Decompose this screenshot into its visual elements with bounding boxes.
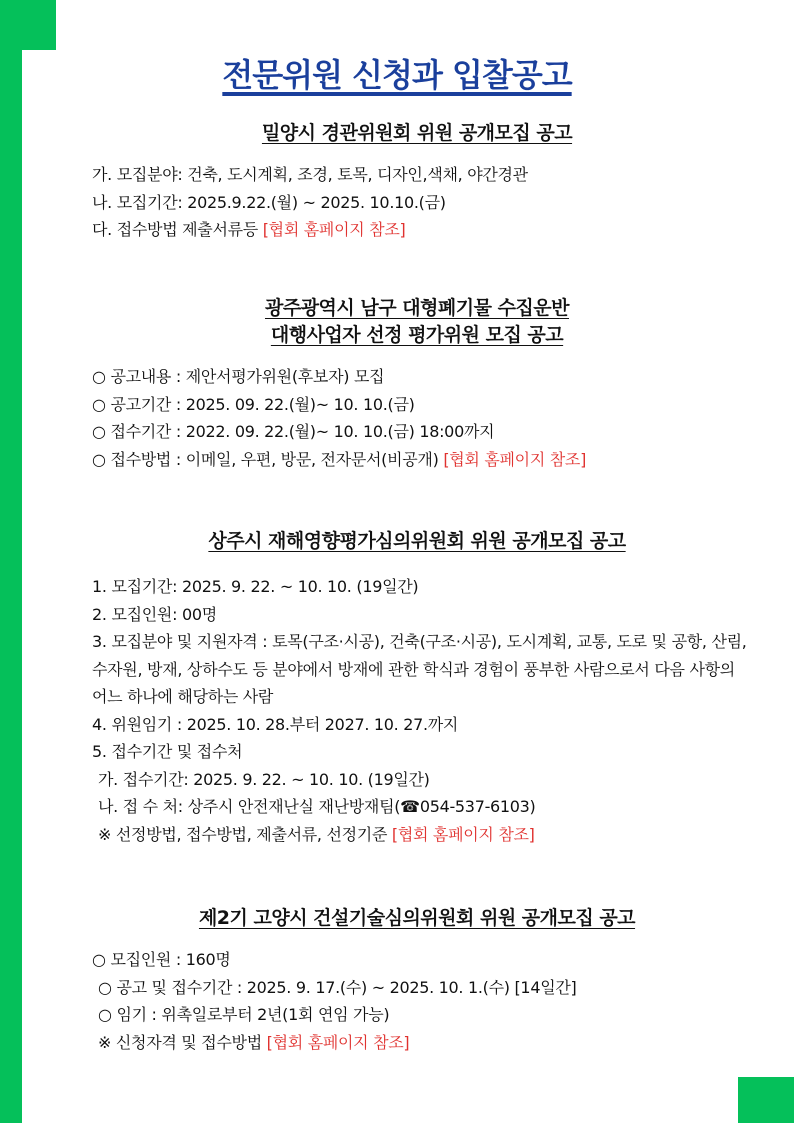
left-green-bar: [0, 0, 22, 1123]
body-line-text: 다. 접수방법 제출서류등: [92, 220, 263, 239]
section-goyang: [92, 905, 752, 1056]
section-sangju: [92, 528, 752, 848]
body-line: [92, 363, 752, 391]
body-line-text: ○ 공고내용 : 제안서평가위원(후보자) 모집: [92, 367, 385, 386]
section-body: [92, 161, 752, 244]
section-title-line: 광주광역시 남구 대형폐기물 수집운반: [264, 297, 569, 319]
homepage-reference-link[interactable]: [협회 홈페이지 참조]: [262, 220, 406, 239]
body-line: [92, 738, 752, 766]
section-title: [82, 120, 752, 147]
section-title-line: 밀양시 경관위원회 위원 공개모집 공고: [261, 122, 573, 144]
body-line-text: ○ 접수방법 : 이메일, 우편, 방문, 전자문서(비공개): [92, 449, 444, 469]
body-line-text: 가. 모집분야: 건축, 도시계획, 조경, 토목, 디자인,색채, 야간경관: [92, 165, 528, 184]
top-left-green-block: [0, 0, 56, 50]
section-title: [82, 528, 752, 555]
homepage-reference-link[interactable]: [협회 홈페이지 참조]: [266, 1032, 410, 1052]
body-line-text: 5. 접수기간 및 접수처: [92, 742, 243, 761]
body-line-text: 나. 접 수 처: 상주시 안전재난실 재난방재팀(☎054-537-6103): [98, 797, 536, 816]
body-line-text: ※ 신청자격 및 접수방법: [98, 1032, 267, 1052]
homepage-reference-link[interactable]: [협회 홈페이지 참조]: [391, 824, 535, 844]
page-title: 전문위원 신청과 입찰공고: [222, 56, 572, 94]
body-line-text: ※ 선정방법, 접수방법, 제출서류, 선정기준: [98, 824, 392, 844]
section-miryang: [92, 120, 752, 244]
section-title-line: 대행사업자 선정 평가위원 모집 공고: [270, 324, 564, 346]
body-line: [92, 446, 752, 474]
body-line-text: 1. 모집기간: 2025. 9. 22. ~ 10. 10. (19일간): [92, 577, 419, 596]
body-line: [92, 601, 752, 629]
section-body: [92, 573, 752, 848]
section-gwangju: [92, 295, 752, 473]
section-body: [92, 946, 752, 1056]
body-line: [92, 1001, 752, 1029]
section-body: [92, 363, 752, 473]
body-line: [92, 161, 752, 189]
body-line: [92, 711, 752, 739]
section-title: [82, 295, 752, 349]
body-line-text: ○ 공고 및 접수기간 : 2025. 9. 17.(수) ~ 2025. 10. 1.(수) [14일간]: [98, 977, 577, 997]
body-line: [92, 946, 752, 974]
body-line: [92, 216, 752, 244]
body-line-text: 2. 모집인원: 00명: [92, 604, 217, 624]
body-line: [92, 766, 752, 794]
body-line-text: 4. 위원임기 : 2025. 10. 28.부터 2027. 10. 27.까지: [92, 714, 459, 734]
body-line: [92, 628, 752, 711]
body-line: [92, 974, 752, 1002]
body-line: [92, 1029, 752, 1057]
body-line-text: 나. 모집기간: 2025.9.22.(월) ~ 2025. 10.10.(금): [92, 192, 446, 212]
section-title-line: 제2기 고양시 건설기술심의위원회 위원 공개모집 공고: [198, 907, 636, 929]
body-line: [92, 573, 752, 601]
body-line-text: 3. 모집분야 및 지원자격 : 토목(구조·시공), 건축(구조·시공), 도시계획, 교통, 도로 및 공항, 산림, 수자원, 방재, 상하수도 등 분야에서 방재에 관한 학식과 경험이 풍부한 사람으로서 다음 사항의 어느 하나에 해당하는 사람: [92, 632, 747, 706]
section-title: [82, 905, 752, 932]
section-title-line: 상주시 재해영향평가심의위원회 위원 공개모집 공고: [208, 530, 626, 552]
body-line-text: ○ 임기 : 위촉일로부터 2년(1회 연임 가능): [98, 1005, 390, 1024]
body-line: [92, 793, 752, 821]
homepage-reference-link[interactable]: [협회 홈페이지 참조]: [443, 449, 587, 469]
body-line-text: ○ 공고기간 : 2025. 09. 22.(월)~ 10. 10.(금): [92, 394, 415, 414]
body-line: [92, 189, 752, 217]
body-line: [92, 391, 752, 419]
body-line: [92, 821, 752, 849]
body-line: [92, 418, 752, 446]
body-line-text: 가. 접수기간: 2025. 9. 22. ~ 10. 10. (19일간): [98, 769, 430, 789]
body-line-text: ○ 접수기간 : 2022. 09. 22.(월)~ 10. 10.(금) 18:00까지: [92, 422, 495, 441]
bottom-right-green-block: [738, 1077, 794, 1123]
body-line-text: ○ 모집인원 : 160명: [92, 950, 231, 969]
